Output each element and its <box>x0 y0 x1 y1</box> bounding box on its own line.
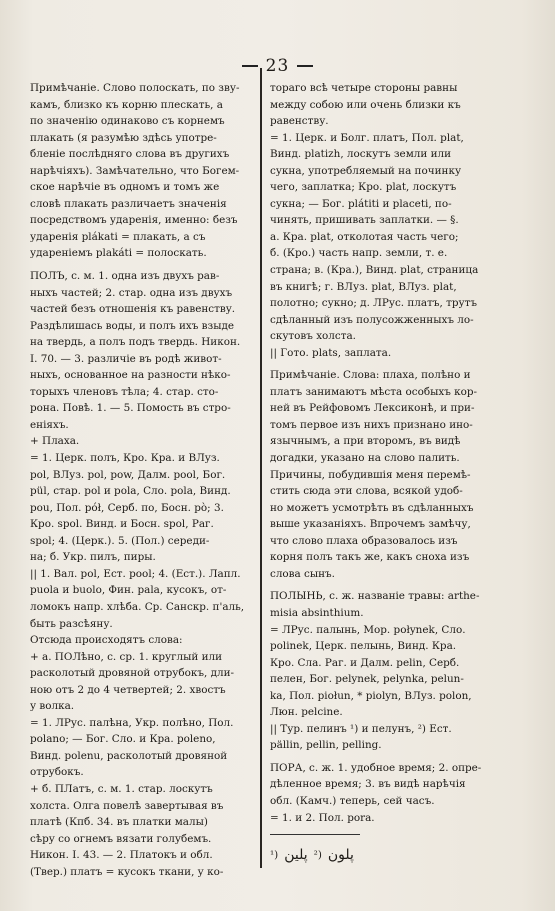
text-line: догадки, указано на слово палить. <box>270 452 460 465</box>
left-column <box>30 80 254 880</box>
text-line: ПОРА, с. ж. 1. удобное время; 2. опре- <box>270 761 482 774</box>
text-line: сѣру со огнемъ вязати голубемъ. <box>30 832 212 845</box>
text-line: Кро. Сла. Раг. и Далм. pelin, Серб. <box>270 656 460 669</box>
text-line: = 1. ЛРус. палѣна, Укр. полѣно, Пол. <box>30 716 234 729</box>
footnote-label-2: ²) <box>313 849 322 862</box>
text-line: || 1. Вал. pol, Ест. pool; 4. (Ест.). Лапл. <box>30 567 241 580</box>
text-line: страна; в. (Кра.), Винд. plat, страница <box>270 264 479 277</box>
text-line: Винд. polenu, расколотый дровяной <box>30 749 228 762</box>
text-line: по значенію одинаково съ корнемъ <box>30 115 225 128</box>
text-line: ней въ Рейфовомъ Лексиконѣ, и при- <box>270 402 475 415</box>
text-line: Отсюда происходятъ слова: <box>30 634 183 647</box>
footnote-text-2: پلون <box>327 847 354 864</box>
text-line: + а. ПОЛѣно, с. ср. 1. круглый или <box>30 650 223 663</box>
text-line: удареніемъ plakáti = полоскать. <box>30 247 207 260</box>
text-line: = 1. Церк. и Болг. платъ, Пол. plat, <box>270 131 464 144</box>
text-line: въ книгѣ; г. ВЛуз. plat, ВЛуз. plat, <box>270 280 457 293</box>
text-line: ka, Пол. piołun, * piolyn, ВЛуз. polon, <box>270 689 472 702</box>
text-line: платѣ (Кпб. 34. въ платки малы) <box>30 816 208 829</box>
text-line: сукна, употребляемый на починку <box>270 164 462 177</box>
text-line: pol, ВЛуз. pol, pow, Далм. pool, Бог. <box>30 468 226 481</box>
footnote-label-1: ¹) <box>270 849 279 862</box>
text-line: pou, Пол. pół, Серб. по, Босн. pò; 3. <box>30 501 224 514</box>
text-line: Примѣчаніе. Слова: плаха, полѣно и <box>270 369 471 382</box>
text-line: равенству. <box>270 115 329 128</box>
text-line: puola и buolo, Фин. pala, кусокъ, от- <box>30 584 227 597</box>
text-line: ломокъ напр. хлѣба. Ср. Санскр. п'аль, <box>30 600 245 613</box>
text-line: ныхъ частей; 2. стар. одна изъ двухъ <box>30 286 233 299</box>
text-line: стить сюда эти слова, всякой удоб- <box>270 485 463 498</box>
column-divider <box>260 68 262 868</box>
text-line: корня полъ такъ же, какъ сноха изъ <box>270 551 470 564</box>
text-line: I. 70. — 3. различіе въ родѣ живот- <box>30 352 222 365</box>
text-line: полотно; сукно; д. ЛРус. платъ, трутъ <box>270 297 477 310</box>
text-line: Люн. pelcine. <box>270 706 343 719</box>
text-line: сдѣланный изъ полусожженныхъ ло- <box>270 313 474 326</box>
header-dash-right <box>297 65 313 67</box>
footnote-separator <box>270 834 360 835</box>
text-line: Никон. I. 43. — 2. Платокъ и обл. <box>30 849 213 862</box>
right-column-lines <box>270 80 499 826</box>
text-line: а. Кра. plat, отколотая часть чего; <box>270 230 459 243</box>
right-column <box>270 80 499 864</box>
header-dash-left <box>242 65 258 67</box>
text-line: = ЛРус. палынь, Мор. połynek, Сло. <box>270 623 466 636</box>
text-line: обл. (Камч.) теперь, сей часъ. <box>270 794 435 807</box>
text-line: выше указаніяхъ. Впрочемъ замѣчу, <box>270 518 471 531</box>
text-line: Примѣчаніе. Слово полоскать, по зву- <box>30 82 240 94</box>
text-line: холста. Олга повелѣ завертывая въ <box>30 799 224 812</box>
text-line: ною отъ 2 до 4 четвертей; 2. хвостъ <box>30 683 226 696</box>
text-line: Причины, побудившія меня перемѣ- <box>270 468 471 481</box>
text-line: бленіе послѣдняго слова въ другихъ <box>30 148 230 161</box>
text-line: плакать (я разумѣю здѣсь употре- <box>30 131 217 144</box>
text-line: пелен, Бог. pelynek, pelynka, pelun- <box>270 673 464 686</box>
text-line: spol; 4. (Церк.). 5. (Пол.) середи- <box>30 534 210 547</box>
text-line: чинять, пришивать заплатки. — §. <box>270 214 459 227</box>
text-line: на твердь, а полъ подъ твердь. Никон. <box>30 336 241 349</box>
text-line: Винд. platizh, лоскутъ земли или <box>270 148 452 161</box>
text-line: частей безъ отношенія къ равенству. <box>30 303 236 316</box>
text-line: на; б. Укр. пилъ, пиры. <box>30 551 156 564</box>
text-line: misia absinthium. <box>270 606 364 619</box>
text-line: тораго всѣ четыре стороны равны <box>270 82 458 94</box>
text-line: слова сынъ. <box>270 567 335 580</box>
text-line: отрубокъ. <box>30 766 84 779</box>
text-line: еніяхъ. <box>30 418 69 431</box>
text-line: чего, заплатка; Кро. plat, лоскутъ <box>270 181 457 194</box>
text-line: камъ, близко къ корню плескать, а <box>30 98 223 111</box>
text-line: нарѣчіяхъ). Замѣчательно, что Богем- <box>30 164 240 177</box>
text-line: ныхъ, основанное на разности нѣко- <box>30 369 231 382</box>
text-line: дѣленное время; 3. въ видѣ нарѣчія <box>270 778 466 791</box>
text-line: || Тур. пелинъ ¹) и пелунъ, ²) Ест. <box>270 722 452 735</box>
text-line: сукна; — Бог. plátiti и placeti, по- <box>270 197 452 210</box>
text-line: ское нарѣчіе въ одномъ и томъ же <box>30 181 220 194</box>
text-line: язычнымъ, а при второмъ, въ видѣ <box>270 435 461 448</box>
text-line: ПОЛЫНЬ, с. ж. названіе травы: arthe- <box>270 590 480 603</box>
text-line: торыхъ членовъ тѣла; 4. стар. сто- <box>30 385 219 398</box>
page-number: 23 <box>265 56 290 76</box>
text-line: платъ занимаютъ мѣста особыхъ кор- <box>270 385 478 398</box>
text-line: || Гото. plats, заплата. <box>270 346 392 359</box>
text-line: = 1. и 2. Пол. pora. <box>270 811 375 824</box>
text-line: б. (Кро.) часть напр. земли, т. е. <box>270 247 448 260</box>
text-line: томъ первое изъ нихъ признано ино- <box>270 418 473 431</box>
footnote-text-1: پلين <box>284 847 308 864</box>
footnotes <box>270 847 499 864</box>
text-line: между собою или очень близки къ <box>270 98 461 111</box>
text-line: посредствомъ ударенія, именно: безъ <box>30 214 238 227</box>
text-line: словѣ плакать различаетъ значенія <box>30 197 227 210</box>
text-line: Раздѣлишась воды, и полъ ихъ взыде <box>30 319 235 332</box>
text-line: рона. Повѣ. 1. — 5. Помость въ стро- <box>30 402 231 415</box>
text-line: что слово плаха образовалось изъ <box>270 534 458 547</box>
text-line: но можетъ усмотрѣть въ сдѣланныхъ <box>270 501 474 514</box>
text-line: быть разсѣяну. <box>30 617 113 630</box>
text-line: расколотый дровяной отрубокъ, дли- <box>30 667 235 680</box>
text-line: pül, стар. pol и pola, Сло. pola, Винд. <box>30 485 231 498</box>
text-line: = 1. Церк. полъ, Кро. Кра. и ВЛуз. <box>30 452 220 465</box>
text-line: polano; — Бог. Сло. и Кра. poleno, <box>30 733 216 746</box>
text-line: Кро. spol. Винд. и Босн. spol, Раг. <box>30 518 214 531</box>
text-line: скутовъ холста. <box>270 330 356 343</box>
text-line: pällin, pellin, pelling. <box>270 739 382 752</box>
text-line: (Твер.) платъ = кусокъ ткани, у ко- <box>30 865 224 878</box>
text-line: + б. ПЛатъ, с. м. 1. стар. лоскутъ <box>30 782 213 795</box>
text-line: ПОЛЪ, с. м. 1. одна изъ двухъ рав- <box>30 270 220 283</box>
text-line: у волка. <box>30 700 75 713</box>
page-header <box>0 54 555 78</box>
text-line: polinek, Церк. пелынь, Винд. Кра. <box>270 640 457 653</box>
text-line: + Плаха. <box>30 435 80 448</box>
text-line: ударенія plákati = плакать, а съ <box>30 230 206 243</box>
